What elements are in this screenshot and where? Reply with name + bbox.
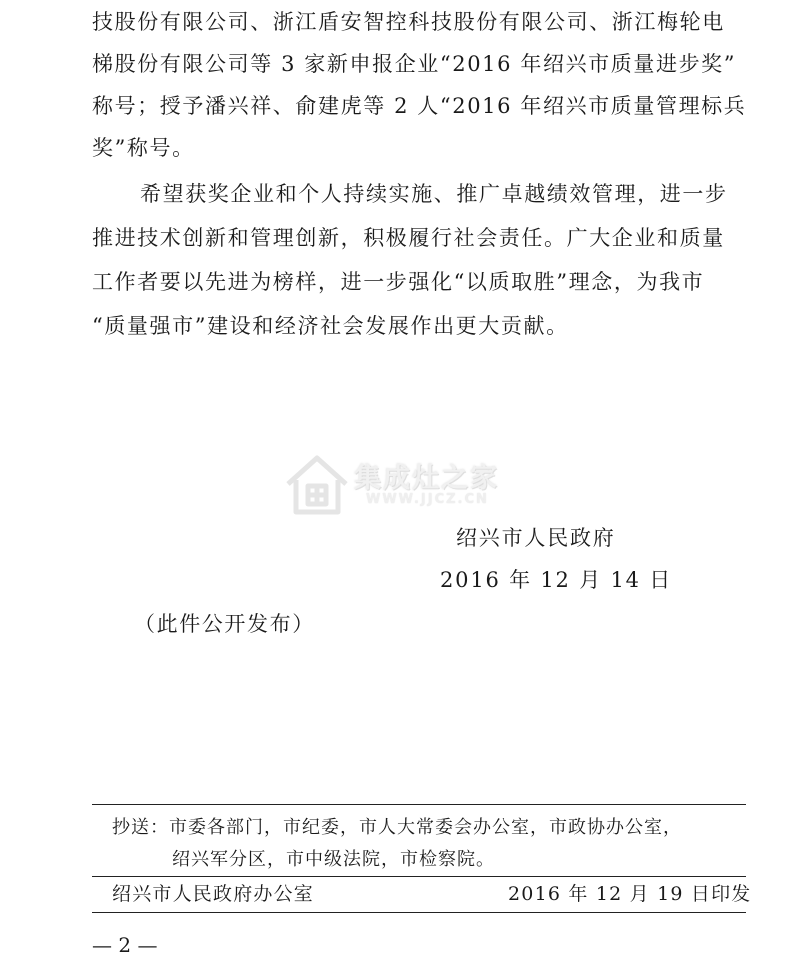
publicity-note: （此件公开发布） [134,612,315,636]
body-line: 技股份有限公司、浙江盾安智控科技股份有限公司、浙江梅轮电 [92,10,725,34]
print-date: 2016 年 12 月 19 日印发 [508,883,752,905]
middle-rule [92,876,746,877]
cc-recipients-1: 市委各部门，市纪委，市人大常委会办公室，市政协办公室， [169,817,682,838]
cc-line-1 [112,816,682,840]
issue-date: 2016 年 12 月 14 日 [440,568,673,592]
body-line: 推进技术创新和管理创新，积极履行社会责任。广大企业和质量 [92,226,725,250]
top-rule [92,804,746,805]
watermark-brand: 集成灶之家 [354,463,499,494]
cc-recipients-2: 绍兴军分区，市中级法院，市检察院。 [172,849,495,870]
issuing-office: 绍兴市人民政府办公室 [112,883,315,905]
body-line: 称号；授予潘兴祥、俞建虎等 2 人“2016 年绍兴市质量管理标兵 [92,94,747,118]
body-line: 希望获奖企业和个人持续实施、推广卓越绩效管理，进一步 [140,182,728,206]
body-line: 工作者要以先进为榜样，进一步强化“以质取胜”理念，为我市 [92,270,705,294]
body-line: 梯股份有限公司等 3 家新申报企业“2016 年绍兴市质量进步奖” [92,52,737,76]
issuer-name: 绍兴市人民政府 [456,526,616,550]
house-logo-icon [280,448,354,522]
bottom-rule [92,912,746,913]
watermark-url: WWW.JJCZ.CN [366,492,489,507]
body-line: 奖”称号。 [92,136,195,160]
cc-label: 抄送： [112,817,169,838]
watermark [280,448,520,522]
page-number: — 2 — [92,933,158,957]
body-line: “质量强市”建设和经济社会发展作出更大贡献。 [92,314,569,338]
